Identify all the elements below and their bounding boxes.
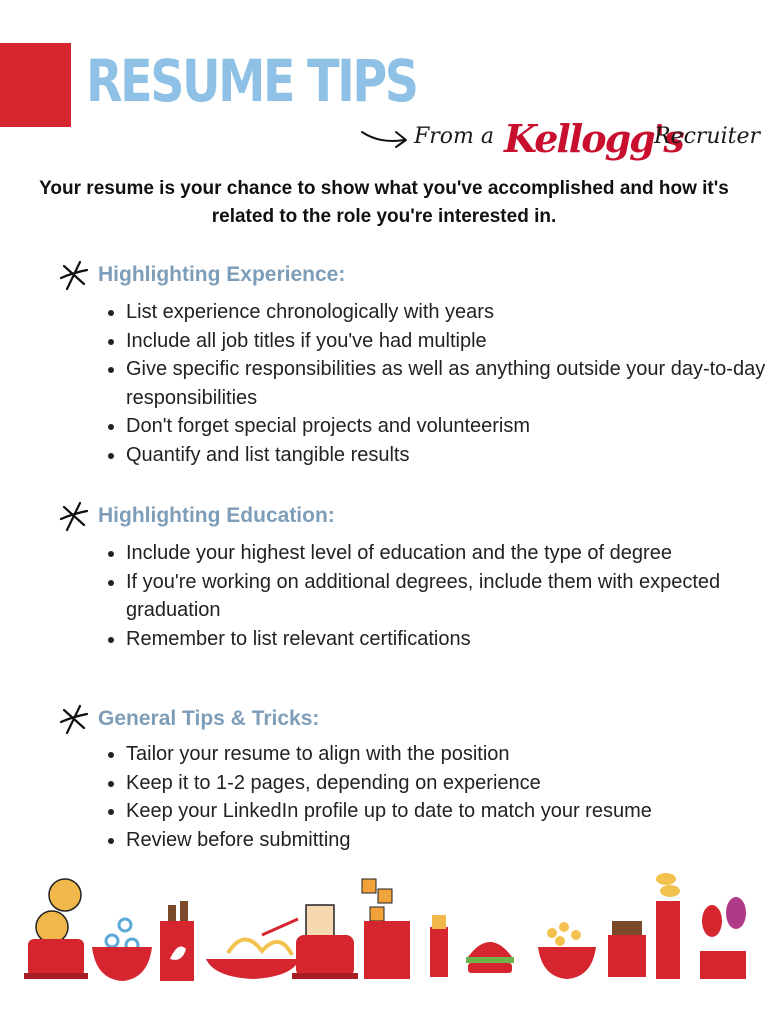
section-heading: Highlighting Experience: — [98, 263, 346, 286]
intro-text: Your resume is your chance to show what you've accomplished and how it's related to the role you're interested in. — [39, 178, 729, 227]
list-item: • If you're working on additional degrees, include them with expected graduation — [126, 568, 766, 625]
bullet-list — [104, 298, 766, 469]
bullet-list — [104, 740, 766, 854]
list-item: • Tailor your resume to align with the position — [126, 740, 766, 769]
role-text: Recruiter — [654, 124, 761, 149]
list-item: • Review before submitting — [126, 826, 766, 855]
list-item: • Remember to list relevant certifications — [126, 625, 766, 654]
chocolate-bar-icon — [608, 921, 646, 977]
byline — [360, 118, 760, 162]
sandwich-icon — [466, 942, 514, 973]
snack-bar-icon — [160, 901, 194, 981]
star-bullet-icon — [58, 702, 90, 736]
toaster-pastry-icon — [292, 905, 358, 979]
red-accent-block — [0, 43, 71, 127]
cereal-bowl-icon — [92, 919, 152, 981]
list-item: • Don't forget special projects and volunteerism — [126, 412, 766, 441]
pasta-bowl-icon — [206, 919, 300, 979]
arrow-icon — [360, 122, 412, 152]
list-item: • List experience chronologically with years — [126, 298, 766, 327]
list-item: • Include all job titles if you've had multiple — [126, 327, 766, 356]
list-item: • Keep your LinkedIn profile up to date to match your resume — [126, 797, 766, 826]
bullet-list — [104, 539, 766, 653]
brand-logo: Kellogg's — [504, 116, 683, 161]
section-heading: General Tips & Tricks: — [98, 707, 320, 730]
waffle-icon — [24, 879, 88, 979]
cereal-box-icon — [362, 879, 410, 979]
list-item: • Include your highest level of education and the type of degree — [126, 539, 766, 568]
snack-pack-icon — [430, 915, 448, 977]
spoon-cup-icon — [700, 897, 746, 979]
list-item: • Keep it to 1-2 pages, depending on experience — [126, 769, 766, 798]
food-illustrations — [0, 855, 768, 1015]
chips-can-icon — [656, 873, 680, 979]
from-text: From a — [414, 124, 494, 149]
list-item: • Quantify and list tangible results — [126, 441, 766, 470]
star-bullet-icon — [58, 258, 90, 292]
star-bullet-icon — [58, 499, 90, 533]
list-item: • Give specific responsibilities as well as anything outside your day-to-day responsibilities — [126, 355, 766, 412]
puff-bowl-icon — [538, 922, 596, 979]
section-heading: Highlighting Education: — [98, 504, 335, 527]
page-title: RESUME TIPS — [86, 47, 417, 115]
